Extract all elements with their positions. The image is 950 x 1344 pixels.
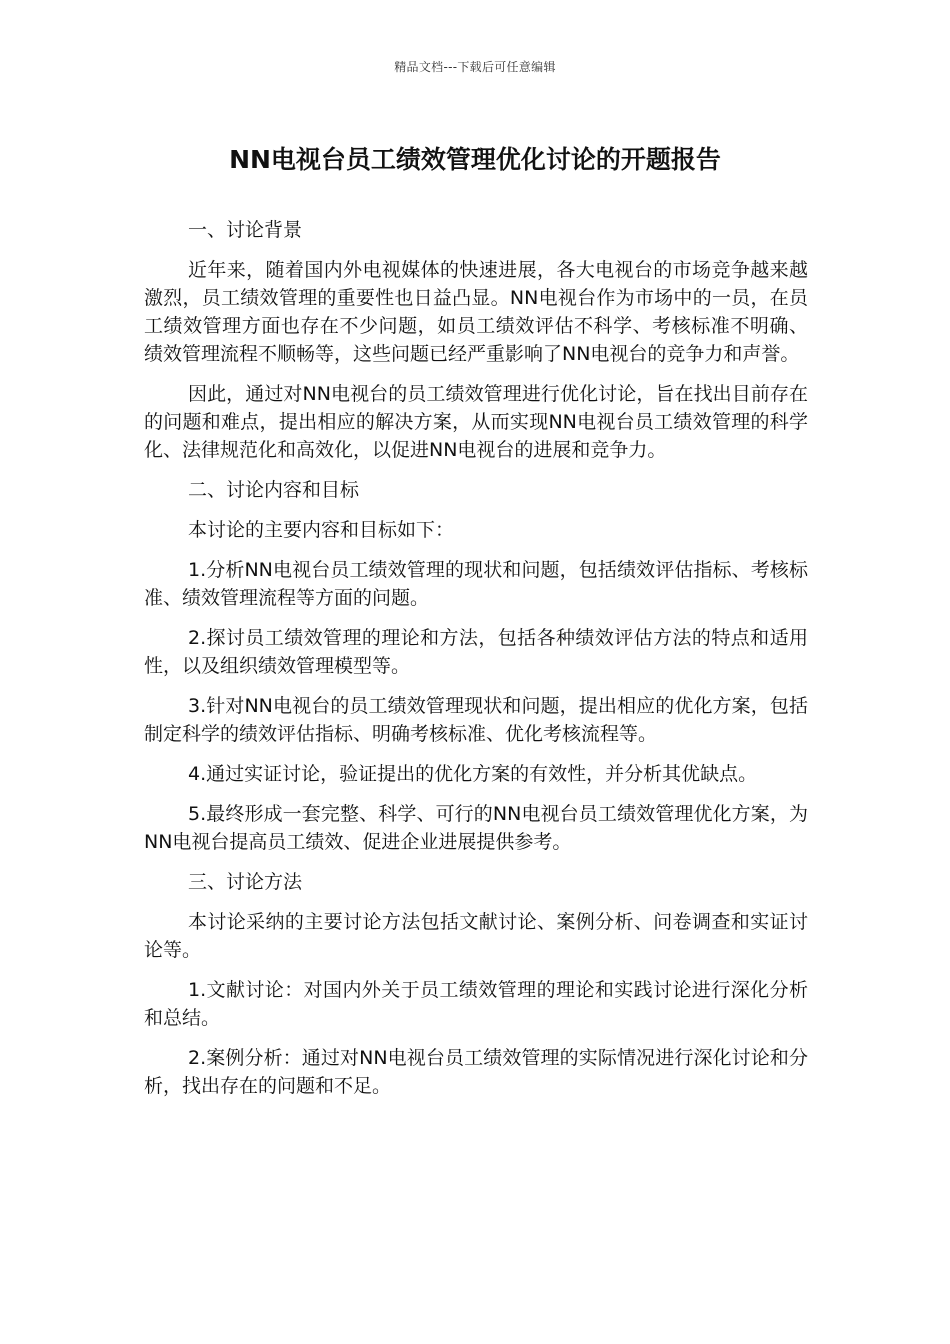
list-item: 2.案例分析：通过对NN电视台员工绩效管理的实际情况进行深化讨论和分析，找出存在的问题和不足。: [144, 1047, 808, 1097]
document-title: NN电视台员工绩效管理优化讨论的开题报告: [229, 145, 721, 174]
list-item: 3.针对NN电视台的员工绩效管理现状和问题，提出相应的优化方案，包括制定科学的绩效评估指标、明确考核标准、优化考核流程等。: [144, 695, 808, 745]
page-header: 精品文档---下载后可任意编辑: [394, 60, 556, 74]
list-item: 1.文献讨论：对国内外关于员工绩效管理的理论和实践讨论进行深化分析和总结。: [144, 979, 808, 1029]
list-item: 4.通过实证讨论，验证提出的优化方案的有效性，并分析其优缺点。: [188, 763, 758, 785]
paragraph: 近年来，随着国内外电视媒体的快速进展，各大电视台的市场竞争越来越激烈，员工绩效管理的重要性也日益凸显。NN电视台作为市场中的一员，在员工绩效管理方面也存在不少问题，如员工绩效评估不科学、考核标准不明确、绩效管理流程不顺畅等，这些问题已经严重影响了NN电视台的竞争力和声誉。: [144, 259, 808, 365]
document-body: [144, 216, 808, 1112]
paragraph: 本讨论采纳的主要讨论方法包括文献讨论、案例分析、问卷调查和实证讨论等。: [144, 911, 808, 961]
section-heading: 三、讨论方法: [188, 871, 303, 893]
list-item: 5.最终形成一套完整、科学、可行的NN电视台员工绩效管理优化方案，为NN电视台提高员工绩效、促进企业进展提供参考。: [144, 803, 808, 853]
paragraph: 因此，通过对NN电视台的员工绩效管理进行优化讨论，旨在找出目前存在的问题和难点，提出相应的解决方案，从而实现NN电视台员工绩效管理的科学化、法律规范化和高效化，以促进NN电视台的进展和竞争力。: [144, 383, 808, 461]
list-item: 2.探讨员工绩效管理的理论和方法，包括各种绩效评估方法的特点和适用性，以及组织绩效管理模型等。: [144, 627, 808, 677]
paragraph: 本讨论的主要内容和目标如下：: [188, 519, 455, 541]
section-heading: 一、讨论背景: [188, 219, 303, 241]
list-item: 1.分析NN电视台员工绩效管理的现状和问题，包括绩效评估指标、考核标准、绩效管理流程等方面的问题。: [144, 559, 808, 609]
section-heading: 二、讨论内容和目标: [188, 479, 360, 501]
